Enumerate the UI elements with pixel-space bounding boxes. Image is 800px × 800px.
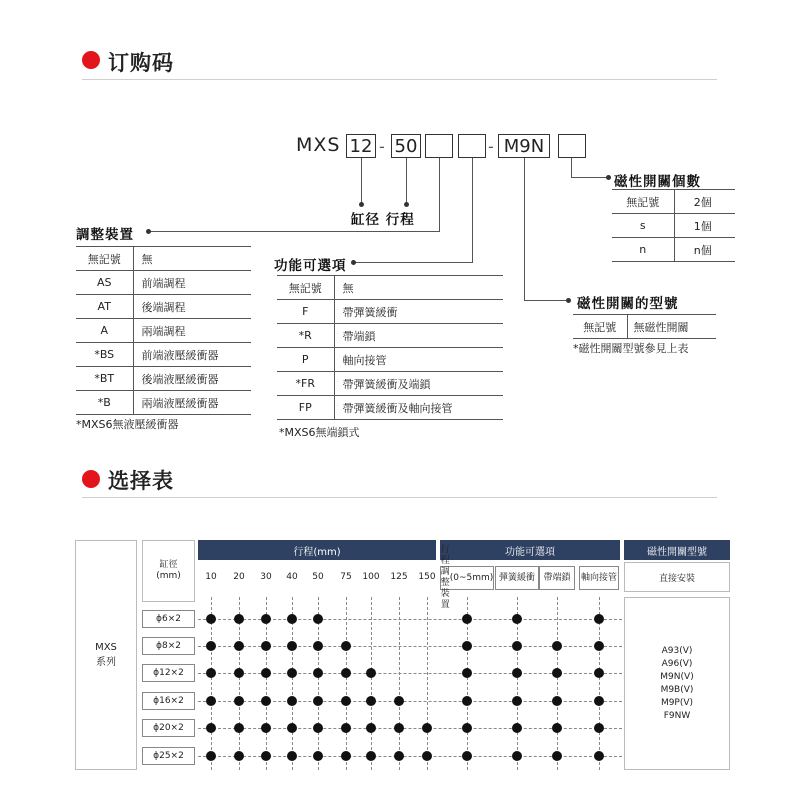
available-dot — [234, 751, 244, 761]
grid-line — [198, 673, 622, 674]
switch-type-table — [573, 314, 716, 339]
stroke-label: 100 — [362, 572, 380, 582]
available-dot — [366, 751, 376, 761]
available-dot — [422, 723, 432, 733]
stroke-label: 75 — [340, 572, 352, 582]
stroke-header: 行程(mm) — [198, 540, 436, 560]
available-dot — [341, 751, 351, 761]
available-dot — [462, 751, 472, 761]
available-dot — [422, 751, 432, 761]
available-dot — [261, 723, 271, 733]
bore-label: ϕ12×2 — [142, 664, 195, 682]
table-row: *R 帶端鎖 — [277, 324, 503, 348]
switch-count-table — [612, 189, 735, 262]
adjuster-table — [76, 246, 251, 415]
available-dot — [366, 723, 376, 733]
available-dot — [594, 641, 604, 651]
table-row: *BT 後端液壓緩衝器 — [76, 367, 251, 391]
stroke-label: 40 — [286, 572, 298, 582]
available-dot — [206, 751, 216, 761]
table-row: FP 帶彈簧緩衝及軸向接管 — [277, 396, 503, 420]
available-dot — [512, 614, 522, 624]
available-dot — [462, 723, 472, 733]
available-dot — [313, 723, 323, 733]
available-dot — [394, 696, 404, 706]
grid-line — [467, 597, 468, 770]
switch-type-note: *磁性開關型號參見上表 — [573, 342, 689, 355]
section-bullet — [82, 470, 100, 488]
table-row: P 軸向接管 — [277, 348, 503, 372]
available-dot — [552, 641, 562, 651]
table-row: s 1個 — [612, 214, 735, 238]
available-dot — [234, 723, 244, 733]
connector — [472, 158, 473, 262]
available-dot — [552, 668, 562, 678]
connector-dot — [404, 202, 409, 207]
available-dot — [261, 641, 271, 651]
available-dot — [366, 696, 376, 706]
table-row: F 帶彈簧緩衝 — [277, 300, 503, 324]
available-dot — [261, 614, 271, 624]
available-dot — [512, 723, 522, 733]
connector — [571, 158, 572, 178]
available-dot — [313, 668, 323, 678]
available-dot — [512, 696, 522, 706]
available-dot — [313, 614, 323, 624]
function-table — [277, 275, 503, 420]
switch-sub-header: 直接安裝 — [624, 562, 730, 592]
grid-line — [198, 701, 622, 702]
series-label: MXS — [95, 642, 117, 653]
available-dot — [394, 723, 404, 733]
switch-type-title: 磁性開關的型號 — [577, 296, 679, 312]
connector — [148, 231, 440, 232]
grid-line — [399, 597, 400, 770]
section-title-selection: 选择表 — [108, 469, 174, 493]
available-dot — [594, 723, 604, 733]
code-adjuster-box — [425, 134, 453, 158]
grid-line — [292, 597, 293, 770]
available-dot — [394, 751, 404, 761]
available-dot — [462, 614, 472, 624]
code-dash-2: - — [488, 137, 494, 156]
connector — [439, 158, 440, 231]
switch-model: A93(V) — [661, 645, 693, 656]
available-dot — [261, 751, 271, 761]
available-dot — [287, 696, 297, 706]
divider — [82, 79, 717, 80]
available-dot — [261, 696, 271, 706]
bore-label: ϕ8×2 — [142, 637, 195, 655]
bore-label: ϕ6×2 — [142, 610, 195, 628]
function-col-header: 帶端鎖 — [539, 566, 575, 590]
switch-model: M9P(V) — [660, 697, 694, 708]
available-dot — [206, 723, 216, 733]
connector — [361, 158, 362, 204]
available-dot — [552, 723, 562, 733]
grid-line — [599, 597, 600, 770]
available-dot — [594, 668, 604, 678]
series-cell — [75, 540, 137, 770]
connector — [571, 177, 608, 178]
code-function-box — [458, 134, 486, 158]
grid-line — [198, 619, 622, 620]
available-dot — [206, 696, 216, 706]
available-dot — [341, 668, 351, 678]
available-dot — [287, 614, 297, 624]
available-dot — [206, 668, 216, 678]
grid-line — [198, 646, 622, 647]
grid-line — [198, 728, 622, 729]
available-dot — [552, 751, 562, 761]
connector — [406, 158, 407, 204]
code-prefix: MXS — [296, 134, 341, 156]
stroke-label: 30 — [260, 572, 272, 582]
stroke-label: 150 — [418, 572, 436, 582]
function-header: 功能可選項 — [440, 540, 620, 560]
available-dot — [552, 696, 562, 706]
function-col-header: 軸向接管 — [579, 566, 619, 590]
switch-model: M9B(V) — [660, 684, 694, 695]
stroke-label: 10 — [205, 572, 217, 582]
available-dot — [234, 668, 244, 678]
bore-header-unit: (mm) — [156, 571, 181, 581]
switch-model: M9N(V) — [660, 671, 694, 682]
switch-models — [624, 597, 730, 770]
table-row: AS 前端調程 — [76, 271, 251, 295]
available-dot — [462, 668, 472, 678]
function-col-header: 彈簧緩衝 — [495, 566, 539, 590]
table-row: *B 兩端液壓緩衝器 — [76, 391, 251, 415]
bore-label: ϕ16×2 — [142, 692, 195, 710]
grid-line — [346, 597, 347, 770]
available-dot — [234, 641, 244, 651]
table-row: 無記號 2個 — [612, 190, 735, 214]
grid-line — [318, 597, 319, 770]
connector — [353, 262, 473, 263]
code-bore-box: 12 — [346, 134, 376, 158]
connector-dot — [566, 298, 571, 303]
section-bullet — [82, 51, 100, 69]
grid-line — [557, 597, 558, 770]
available-dot — [366, 668, 376, 678]
connector-dot — [146, 229, 151, 234]
grid-line — [211, 597, 212, 770]
available-dot — [594, 614, 604, 624]
available-dot — [313, 641, 323, 651]
grid-line — [239, 597, 240, 770]
switch-header: 磁性開關型號 — [624, 540, 730, 560]
table-row: 無記號 無 — [277, 276, 503, 300]
available-dot — [313, 751, 323, 761]
code-dash: - — [379, 137, 385, 156]
code-switch-model-box: M9N — [498, 134, 550, 158]
table-row: AT 後端調程 — [76, 295, 251, 319]
available-dot — [313, 696, 323, 706]
available-dot — [462, 696, 472, 706]
adjuster-title: 調整裝置 — [76, 227, 134, 243]
available-dot — [234, 696, 244, 706]
available-dot — [287, 723, 297, 733]
available-dot — [594, 751, 604, 761]
stroke-label: 125 — [390, 572, 408, 582]
grid-line — [198, 756, 622, 757]
available-dot — [287, 751, 297, 761]
grid-line — [266, 597, 267, 770]
available-dot — [206, 614, 216, 624]
function-note: *MXS6無端鎖式 — [279, 426, 360, 439]
available-dot — [234, 614, 244, 624]
bore-label: ϕ20×2 — [142, 719, 195, 737]
table-row: *BS 前端液壓緩衝器 — [76, 343, 251, 367]
available-dot — [287, 668, 297, 678]
available-dot — [206, 641, 216, 651]
code-switch-count-box — [558, 134, 586, 158]
available-dot — [512, 668, 522, 678]
bore-label: ϕ25×2 — [142, 747, 195, 765]
available-dot — [261, 668, 271, 678]
adjuster-note: *MXS6無液壓緩衝器 — [76, 418, 179, 431]
table-row: *FR 帶彈簧緩衝及端鎖 — [277, 372, 503, 396]
series-label-2: 系列 — [96, 657, 116, 668]
available-dot — [462, 641, 472, 651]
table-row: A 兩端調程 — [76, 319, 251, 343]
connector-dot — [359, 202, 364, 207]
grid-line — [427, 597, 428, 770]
connector — [524, 300, 569, 301]
stroke-label: 20 — [233, 572, 245, 582]
bore-header-label: 缸徑 — [159, 560, 178, 570]
connector-dot — [351, 260, 356, 265]
connector-dot — [606, 175, 611, 180]
divider — [82, 497, 717, 498]
available-dot — [594, 696, 604, 706]
switch-model: A96(V) — [661, 658, 693, 669]
switch-model: F9NW — [663, 710, 691, 721]
grid-line — [371, 597, 372, 770]
available-dot — [341, 723, 351, 733]
available-dot — [287, 641, 297, 651]
table-row: n n個 — [612, 238, 735, 262]
bore-stroke-label: 缸径 行程 — [351, 212, 415, 228]
switch-count-title: 磁性開關個數 — [614, 174, 701, 190]
available-dot — [512, 641, 522, 651]
code-stroke-box: 50 — [391, 134, 421, 158]
function-col-header: 行程調整裝置 (0~5mm) — [440, 545, 494, 610]
table-row: 無記號 無磁性開關 — [573, 315, 716, 339]
grid-line — [517, 597, 518, 770]
stroke-label: 50 — [312, 572, 324, 582]
available-dot — [512, 751, 522, 761]
section-title-order-code: 订购码 — [108, 51, 174, 75]
bore-header — [142, 540, 195, 602]
available-dot — [341, 696, 351, 706]
connector — [524, 158, 525, 300]
function-title: 功能可選項 — [274, 258, 347, 274]
table-row: 無記號 無 — [76, 247, 251, 271]
available-dot — [341, 641, 351, 651]
